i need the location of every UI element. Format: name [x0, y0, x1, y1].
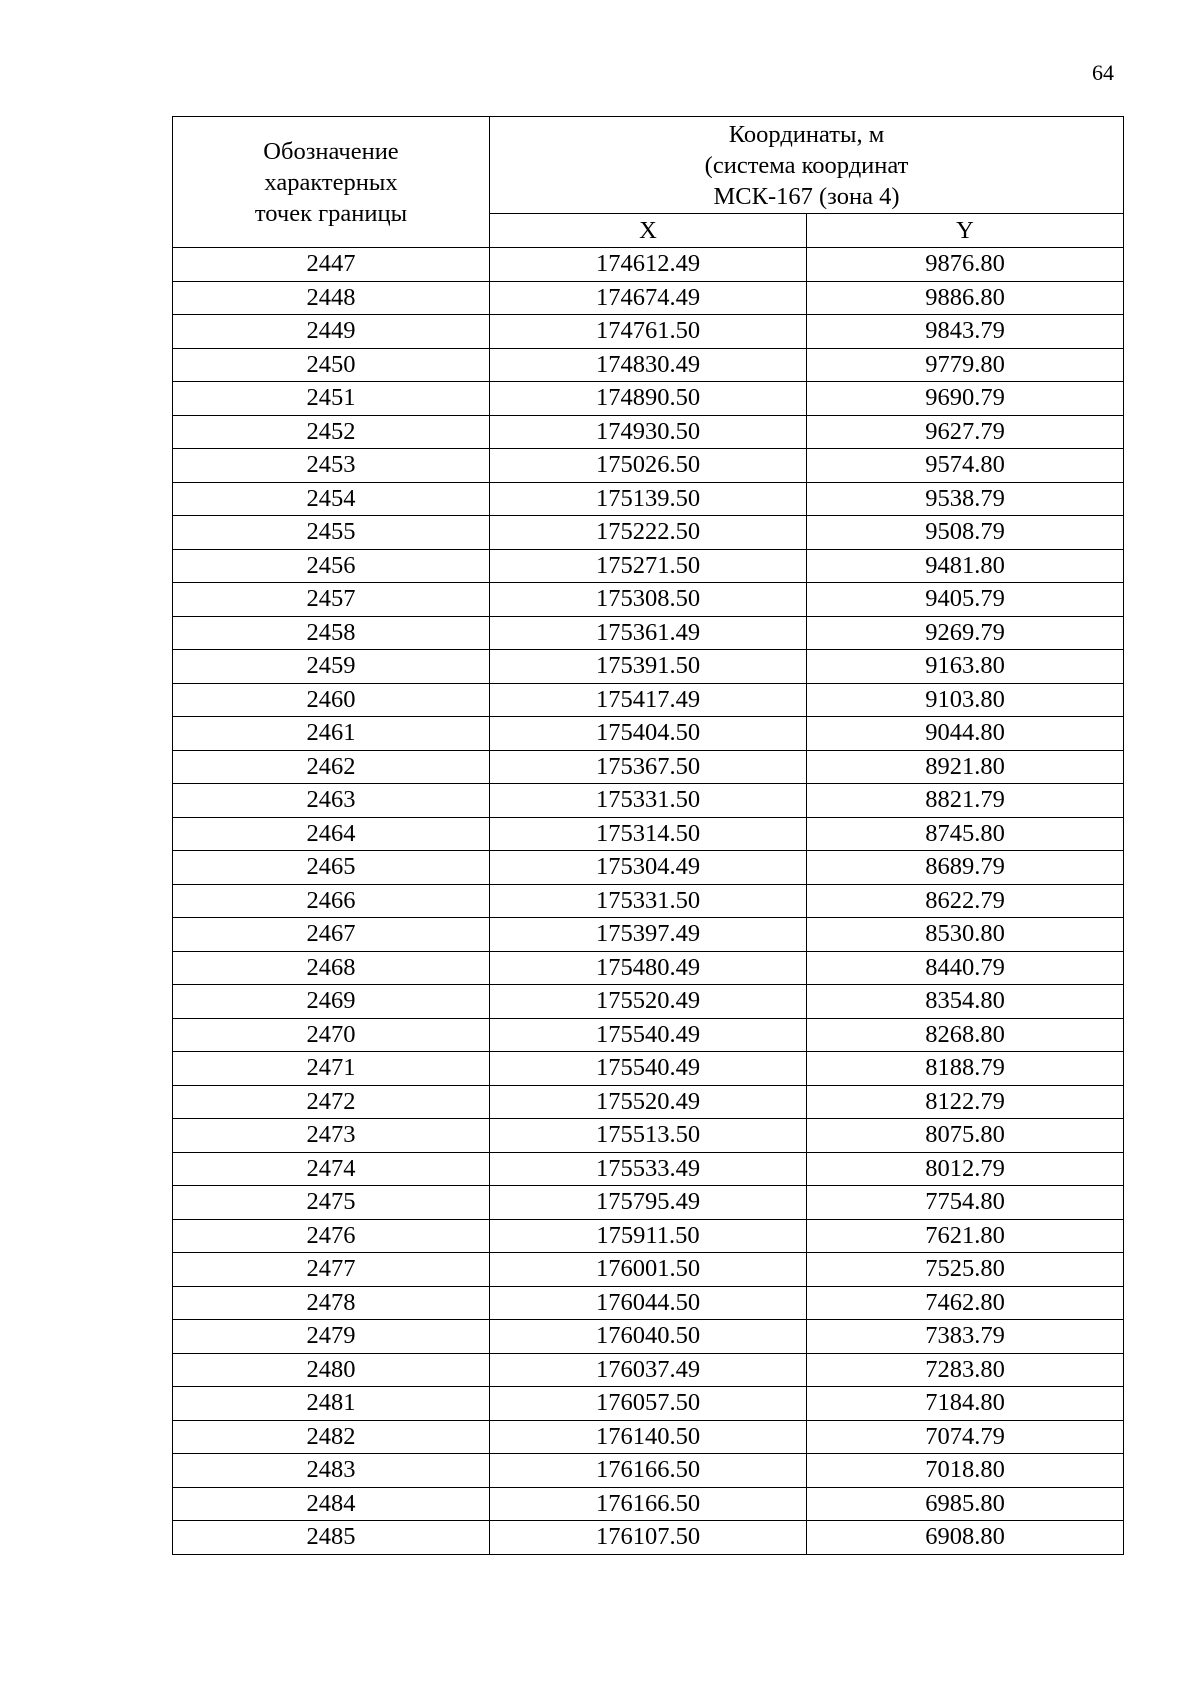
table-row [173, 1320, 1124, 1354]
cell-y: 9876.80 [807, 248, 1124, 282]
table-header [173, 117, 1124, 248]
table-row [173, 248, 1124, 282]
cell-y: 7184.80 [807, 1387, 1124, 1421]
cell-point: 2465 [173, 851, 490, 885]
cell-x: 175795.49 [490, 1186, 807, 1220]
cell-y: 8012.79 [807, 1152, 1124, 1186]
cell-y: 9103.80 [807, 683, 1124, 717]
table-row [173, 817, 1124, 851]
header-point-designation [173, 117, 490, 248]
cell-x: 175026.50 [490, 449, 807, 483]
cell-point: 2477 [173, 1253, 490, 1287]
cell-x: 176140.50 [490, 1420, 807, 1454]
cell-point: 2478 [173, 1286, 490, 1320]
table-row [173, 884, 1124, 918]
cell-point: 2471 [173, 1052, 490, 1086]
cell-x: 176057.50 [490, 1387, 807, 1421]
cell-x: 174830.49 [490, 348, 807, 382]
table-row [173, 1018, 1124, 1052]
cell-point: 2473 [173, 1119, 490, 1153]
cell-y: 8821.79 [807, 784, 1124, 818]
header-coordinates-line-1: Координаты, м [728, 120, 885, 148]
cell-x: 175139.50 [490, 482, 807, 516]
table-body [173, 248, 1124, 1555]
cell-point: 2447 [173, 248, 490, 282]
cell-point: 2457 [173, 583, 490, 617]
table-row [173, 482, 1124, 516]
cell-y: 9163.80 [807, 650, 1124, 684]
cell-y: 9886.80 [807, 281, 1124, 315]
cell-y: 8354.80 [807, 985, 1124, 1019]
cell-point: 2451 [173, 382, 490, 416]
cell-x: 176166.50 [490, 1454, 807, 1488]
cell-x: 175331.50 [490, 784, 807, 818]
table-row [173, 1119, 1124, 1153]
table-row [173, 1152, 1124, 1186]
table-row [173, 1286, 1124, 1320]
cell-y: 8075.80 [807, 1119, 1124, 1153]
cell-y: 9405.79 [807, 583, 1124, 617]
cell-y: 8689.79 [807, 851, 1124, 885]
cell-point: 2482 [173, 1420, 490, 1454]
table-row [173, 750, 1124, 784]
table-row [173, 549, 1124, 583]
cell-x: 175308.50 [490, 583, 807, 617]
cell-x: 175540.49 [490, 1052, 807, 1086]
page-number: 64 [1092, 60, 1114, 85]
table-row [173, 1253, 1124, 1287]
cell-point: 2453 [173, 449, 490, 483]
cell-point: 2470 [173, 1018, 490, 1052]
cell-y: 9538.79 [807, 482, 1124, 516]
cell-x: 175520.49 [490, 985, 807, 1019]
cell-y: 7074.79 [807, 1420, 1124, 1454]
cell-x: 176001.50 [490, 1253, 807, 1287]
cell-y: 8622.79 [807, 884, 1124, 918]
table-row [173, 1387, 1124, 1421]
cell-y: 9574.80 [807, 449, 1124, 483]
cell-y: 7018.80 [807, 1454, 1124, 1488]
cell-y: 6908.80 [807, 1521, 1124, 1555]
cell-point: 2455 [173, 516, 490, 550]
cell-y: 8921.80 [807, 750, 1124, 784]
cell-point: 2464 [173, 817, 490, 851]
cell-point: 2454 [173, 482, 490, 516]
table-row [173, 583, 1124, 617]
cell-y: 8440.79 [807, 951, 1124, 985]
table-row [173, 315, 1124, 349]
table-row [173, 683, 1124, 717]
cell-y: 7621.80 [807, 1219, 1124, 1253]
cell-x: 175397.49 [490, 918, 807, 952]
table-row [173, 616, 1124, 650]
cell-x: 175367.50 [490, 750, 807, 784]
table-row [173, 851, 1124, 885]
table-row [173, 516, 1124, 550]
coordinates-table [172, 116, 1124, 1555]
cell-x: 175304.49 [490, 851, 807, 885]
cell-y: 9508.79 [807, 516, 1124, 550]
cell-point: 2452 [173, 415, 490, 449]
header-x: X [490, 214, 807, 248]
table-row [173, 348, 1124, 382]
cell-y: 9044.80 [807, 717, 1124, 751]
table-row [173, 650, 1124, 684]
cell-y: 8745.80 [807, 817, 1124, 851]
header-designation-line-2: характерных [264, 168, 398, 196]
cell-point: 2463 [173, 784, 490, 818]
cell-point: 2485 [173, 1521, 490, 1555]
cell-point: 2459 [173, 650, 490, 684]
header-designation-line-3: точек границы [254, 199, 408, 227]
table-row [173, 1420, 1124, 1454]
table-row [173, 281, 1124, 315]
cell-x: 175222.50 [490, 516, 807, 550]
cell-x: 175911.50 [490, 1219, 807, 1253]
table-row [173, 951, 1124, 985]
header-designation-line-1: Обозначение [263, 137, 399, 165]
header-coordinates [490, 117, 1124, 214]
cell-y: 7525.80 [807, 1253, 1124, 1287]
cell-x: 174612.49 [490, 248, 807, 282]
table-row [173, 985, 1124, 1019]
cell-x: 175361.49 [490, 616, 807, 650]
cell-x: 175540.49 [490, 1018, 807, 1052]
cell-y: 9481.80 [807, 549, 1124, 583]
cell-point: 2448 [173, 281, 490, 315]
cell-x: 176166.50 [490, 1487, 807, 1521]
cell-x: 175513.50 [490, 1119, 807, 1153]
cell-x: 174761.50 [490, 315, 807, 349]
cell-point: 2484 [173, 1487, 490, 1521]
table-row [173, 449, 1124, 483]
cell-y: 9269.79 [807, 616, 1124, 650]
table-row [173, 382, 1124, 416]
cell-x: 175404.50 [490, 717, 807, 751]
cell-point: 2472 [173, 1085, 490, 1119]
cell-point: 2468 [173, 951, 490, 985]
cell-point: 2462 [173, 750, 490, 784]
cell-point: 2479 [173, 1320, 490, 1354]
table-row [173, 1085, 1124, 1119]
cell-point: 2476 [173, 1219, 490, 1253]
table-row [173, 1353, 1124, 1387]
cell-x: 176044.50 [490, 1286, 807, 1320]
table-row [173, 1521, 1124, 1555]
table-row [173, 784, 1124, 818]
table-row [173, 415, 1124, 449]
cell-point: 2458 [173, 616, 490, 650]
cell-y: 9690.79 [807, 382, 1124, 416]
cell-x: 175391.50 [490, 650, 807, 684]
cell-x: 175271.50 [490, 549, 807, 583]
cell-y: 7283.80 [807, 1353, 1124, 1387]
cell-x: 175533.49 [490, 1152, 807, 1186]
cell-y: 8530.80 [807, 918, 1124, 952]
cell-y: 7462.80 [807, 1286, 1124, 1320]
table-row [173, 717, 1124, 751]
cell-x: 176037.49 [490, 1353, 807, 1387]
cell-x: 174930.50 [490, 415, 807, 449]
table-row [173, 918, 1124, 952]
cell-point: 2460 [173, 683, 490, 717]
cell-x: 175331.50 [490, 884, 807, 918]
cell-point: 2480 [173, 1353, 490, 1387]
table-row [173, 1052, 1124, 1086]
cell-x: 174890.50 [490, 382, 807, 416]
cell-y: 8122.79 [807, 1085, 1124, 1119]
cell-point: 2469 [173, 985, 490, 1019]
table-row [173, 1454, 1124, 1488]
cell-point: 2481 [173, 1387, 490, 1421]
cell-y: 7383.79 [807, 1320, 1124, 1354]
cell-y: 9627.79 [807, 415, 1124, 449]
cell-x: 176107.50 [490, 1521, 807, 1555]
header-y: Y [807, 214, 1124, 248]
cell-point: 2449 [173, 315, 490, 349]
cell-x: 175417.49 [490, 683, 807, 717]
cell-point: 2474 [173, 1152, 490, 1186]
cell-point: 2467 [173, 918, 490, 952]
cell-point: 2483 [173, 1454, 490, 1488]
cell-x: 176040.50 [490, 1320, 807, 1354]
cell-y: 8268.80 [807, 1018, 1124, 1052]
table-row [173, 1186, 1124, 1220]
cell-point: 2475 [173, 1186, 490, 1220]
header-coordinates-line-2: (система координат [704, 151, 909, 179]
table-row [173, 1487, 1124, 1521]
cell-point: 2450 [173, 348, 490, 382]
table-row [173, 1219, 1124, 1253]
cell-y: 9843.79 [807, 315, 1124, 349]
cell-y: 8188.79 [807, 1052, 1124, 1086]
cell-point: 2466 [173, 884, 490, 918]
cell-x: 175480.49 [490, 951, 807, 985]
header-coordinates-line-3: МСК-167 (зона 4) [713, 182, 900, 210]
cell-y: 7754.80 [807, 1186, 1124, 1220]
cell-x: 174674.49 [490, 281, 807, 315]
cell-y: 9779.80 [807, 348, 1124, 382]
cell-point: 2461 [173, 717, 490, 751]
cell-point: 2456 [173, 549, 490, 583]
cell-x: 175314.50 [490, 817, 807, 851]
cell-y: 6985.80 [807, 1487, 1124, 1521]
cell-x: 175520.49 [490, 1085, 807, 1119]
